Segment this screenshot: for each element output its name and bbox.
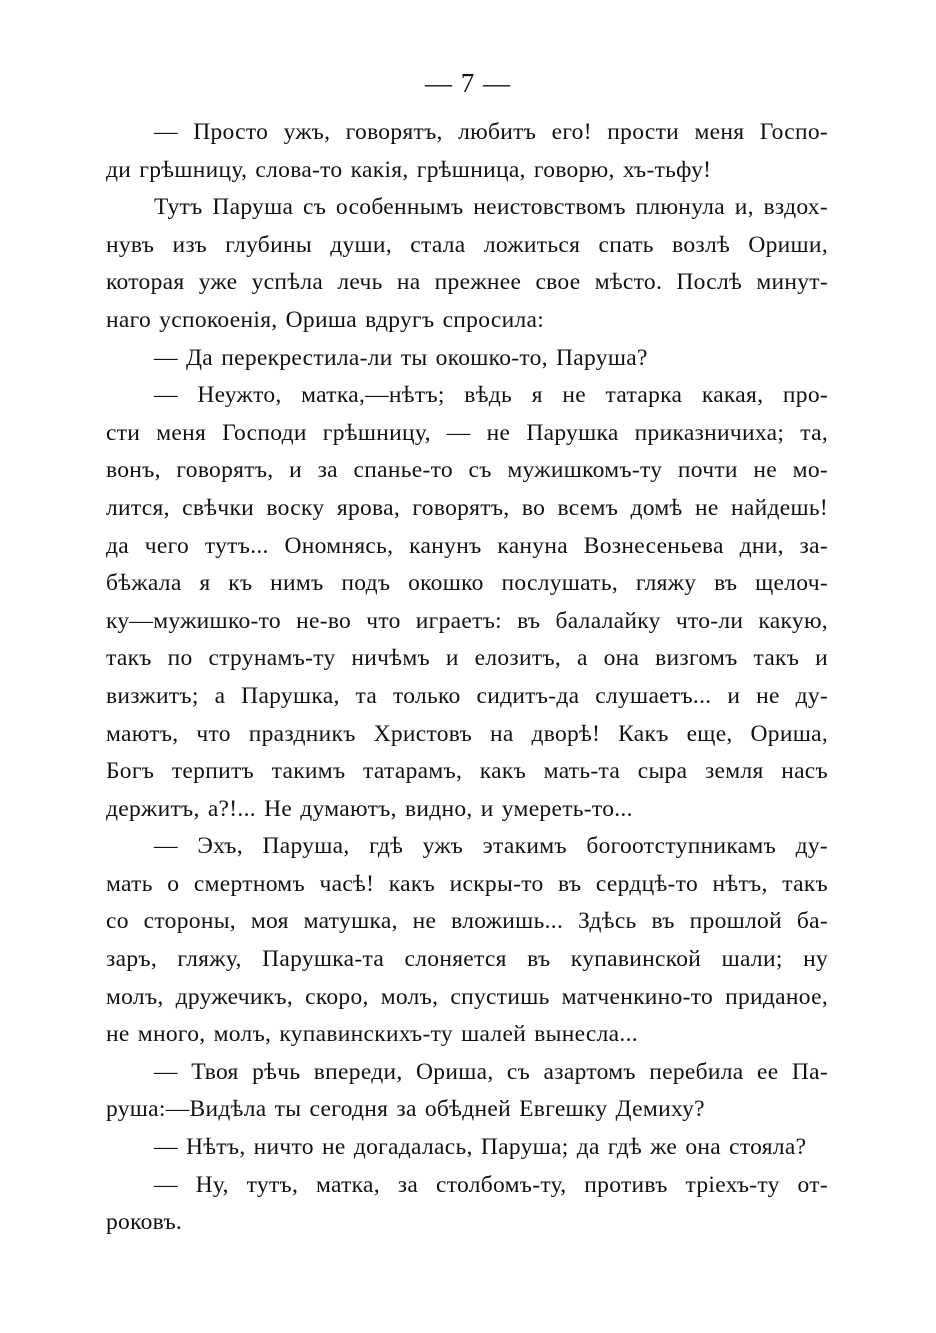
text-line: ку—мужишко-то не-во что играетъ: въ балалайку что-ли какую, (106, 607, 828, 634)
text-line: Тутъ Паруша съ особеннымъ неистовствомъ плюнула и, вздох- (154, 194, 828, 221)
text-line: молъ, дружечикъ, скоро, молъ, спустишь матченкино-то приданое, (106, 983, 828, 1010)
text-line: — Ну, тутъ, матка, за столбомъ-ту, противъ тріехъ-ту от- (154, 1171, 828, 1198)
text-line: наго успокоенія, Ориша вдругъ спросила: (106, 306, 545, 333)
text-line: сти меня Господи грѣшницу, — не Парушка приказничиха; та, (106, 419, 828, 446)
text-line: — Просто ужъ, говорятъ, любитъ его! прости меня Госпо- (154, 119, 828, 145)
text-line: — Нѣтъ, ничто не догадалась, Паруша; да гдѣ же она стояла? (154, 1134, 807, 1161)
paragraph (106, 1054, 828, 1129)
text-line: со стороны, моя матушка, не вложишь... Здѣсь въ прошлой ба- (106, 908, 828, 935)
text-line: которая уже успѣла лечь на прежнее свое мѣсто. Послѣ минут- (106, 269, 828, 296)
text-line: ди грѣшницу, слова-то какія, грѣшница, говорю, хъ-тьфу! (106, 156, 712, 183)
text-line: роковъ. (106, 1209, 183, 1236)
paragraph (106, 1167, 828, 1242)
text-line: — Да перекрестила-ли ты окошко-то, Паруша? (154, 344, 648, 371)
text-line: визжитъ; а Парушка, та только сидитъ-да слушаетъ... и не ду- (106, 682, 828, 709)
text-line: вонъ, говорятъ, и за спанье-то съ мужишкомъ-ту почти не мо- (106, 457, 828, 484)
text-line: — Эхъ, Паруша, гдѣ ужъ этакимъ богоотступникамъ ду- (154, 833, 828, 860)
text-line: — Неужто, матка,—нѣтъ; вѣдь я не татарка какая, про- (154, 382, 828, 409)
paragraph (106, 1129, 828, 1167)
paragraph (106, 189, 828, 339)
page-number: — 7 — (425, 68, 511, 98)
text-body (106, 114, 828, 1242)
text-line: бѣжала я къ нимъ подъ окошко послушать, гляжу въ щелоч- (106, 570, 828, 597)
text-line: руша:—Видѣла ты сегодня за обѣдней Евгешку Демиху? (106, 1096, 705, 1123)
paragraph (106, 114, 828, 189)
text-line: да чего тутъ... Ономнясь, канунъ кануна Вознесеньева дни, за- (106, 532, 828, 559)
text-line: — Твоя рѣчь впереди, Ориша, съ азартомъ перебила ее Па- (154, 1058, 828, 1085)
text-line: не много, молъ, купавинскихъ-ту шалей вынесла... (106, 1021, 638, 1048)
paragraph (106, 377, 828, 828)
paragraph (106, 828, 828, 1054)
text-line: такъ по струнамъ-ту ничѣмъ и елозитъ, а она визгомъ такъ и (106, 645, 828, 672)
text-line: лится, свѣчки воску ярова, говорятъ, во всемъ домѣ не найдешь! (106, 494, 828, 521)
paragraph (106, 340, 828, 378)
text-line: мать о смертномъ часѣ! какъ искры-то въ сердцѣ-то нѣтъ, такъ (106, 870, 828, 897)
text-line: держитъ, а?!... Не думаютъ, видно, и умереть-то... (106, 795, 633, 822)
text-line: маютъ, что праздникъ Христовъ на дворѣ! Какъ еще, Ориша, (106, 720, 828, 747)
text-line: Богъ терпитъ такимъ татарамъ, какъ мать-та сыра земля насъ (106, 758, 828, 785)
text-line: заръ, гляжу, Парушка-та слоняется въ купавинской шали; ну (106, 946, 828, 973)
text-line: нувъ изъ глубины души, стала ложиться спать возлѣ Ориши, (106, 231, 828, 258)
